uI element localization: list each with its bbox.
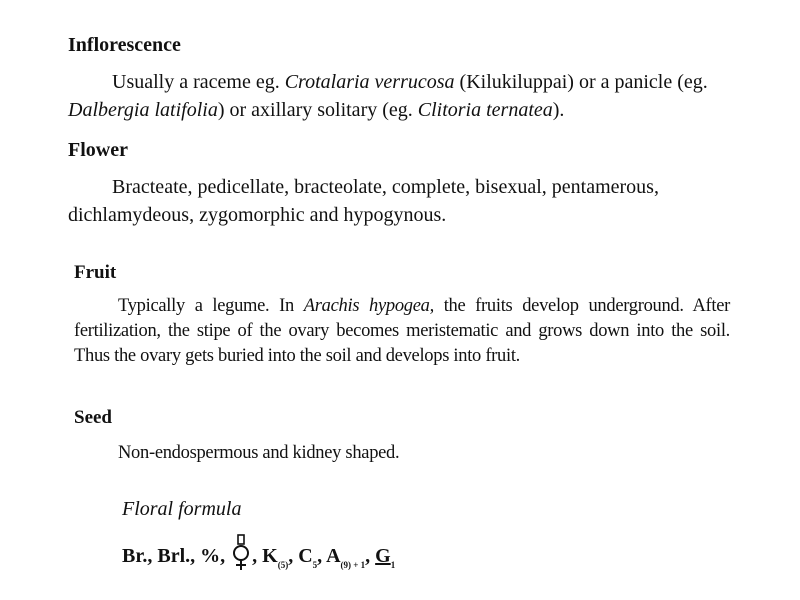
inflorescence-italic-1: Crotalaria verrucosa — [284, 71, 455, 93]
flower-heading: Flower — [68, 139, 128, 161]
inflorescence-text-2: (Kilukiluppai) or a panicle (eg. — [454, 71, 708, 93]
seed-heading: Seed — [74, 407, 112, 428]
flower-text: Bracteate, pedicellate, bracteolate, complete, bisexual, pentamerous, dichlamydeous, zygomorphic and hypogynous. — [68, 176, 659, 226]
inflorescence-text-1: Usually a raceme eg. — [112, 71, 285, 93]
formula-c-sub: 5 — [312, 560, 318, 570]
floral-formula — [122, 540, 395, 580]
formula-a-label: , A — [317, 545, 341, 567]
fruit-heading: Fruit — [74, 262, 117, 283]
inflorescence-paragraph — [68, 68, 758, 124]
formula-g-sub: 1 — [390, 560, 396, 570]
fruit-text-2: the fruits develop underground. After fertilization, the stipe of the ovary becomes meristematic and grows down into the soil. Thus the ovary gets buried into the soil and develops into fruit. — [74, 296, 730, 366]
bisexual-symbol-icon — [230, 540, 252, 570]
formula-prefix: Br., Brl., %, — [122, 545, 231, 567]
flower-paragraph — [68, 173, 758, 229]
floral-formula-title: Floral formula — [122, 498, 242, 520]
inflorescence-text-3: ) or axillary solitary (eg. — [217, 99, 418, 121]
fruit-text-1: Typically a legume. In — [118, 296, 304, 316]
inflorescence-heading: Inflorescence — [68, 34, 181, 56]
formula-g-sep: , — [365, 545, 376, 567]
seed-paragraph — [118, 441, 718, 466]
seed-text: Non-endospermous and kidney shaped. — [118, 443, 400, 463]
inflorescence-italic-2: Dalbergia latifolia — [68, 99, 218, 121]
formula-k-sub: (5) — [277, 560, 289, 570]
inflorescence-text-4: ). — [552, 99, 565, 121]
formula-g-label: G — [375, 545, 391, 567]
fruit-paragraph — [74, 294, 730, 369]
formula-c-label: , C — [288, 545, 313, 567]
formula-a-sub: (9) + 1 — [340, 560, 366, 570]
formula-k-label: , K — [252, 545, 278, 567]
bisexual-symbol-svg — [230, 534, 252, 574]
inflorescence-italic-3: Clitoria ternatea — [417, 99, 553, 121]
fruit-italic-1: Arachis hypogea, — [303, 296, 434, 316]
